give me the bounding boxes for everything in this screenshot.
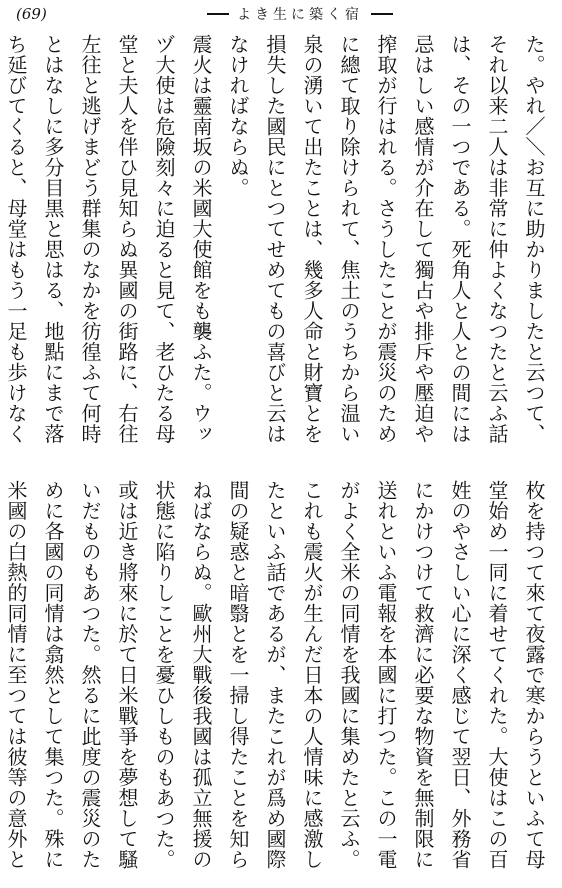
lower-text-block bbox=[0, 480, 552, 880]
header-rule-left bbox=[207, 13, 229, 15]
paragraph-lower-1: 枚を持つて來て夜露で寒からうといふて母堂始め一同に着せてくれた。大使はこの百姓のやさしい心に深く感じて翌日、外務省にかけつけて救濟に必要な物資を無制限に送れといふ電報を本國に打つた。この一電がよく全米の同情を我國に集めたと云ふ。これも震火が生んだ日本の人情味に感激したといふ話であるが、またこれが爲め國際間の疑惑と暗翳とを一掃し得たことを知らねばならぬ。歐州大戰後我國は孤立無援の状態に陷りしことを憂ひしものもあつた。或は近き將來に於て日米戰爭を夢想して騷いだものもあつた。然るに此度の震災のために各國の同情は翕然として集つた。殊に米國の白熱的同情に至つては彼等の意外と bbox=[4, 480, 546, 870]
upper-text-block bbox=[0, 34, 552, 450]
running-head-title: よき生に築く宿 bbox=[237, 7, 363, 23]
paragraph-upper-2: 震火は靈南坂の米國大使館をも襲ふた。ウッヅ大使は危險刻々に迫ると見て、老ひたる母堂と夫人を伴ひ見知らぬ異國の街路に、右往左往と逃げまどう群集のなかを彷徨ふて何時とはなしに多分目黒と思はる、地點にまで落ち延びてくると、母堂はもう一足も歩けなく bbox=[4, 34, 213, 444]
running-head bbox=[175, 4, 425, 24]
paragraph-upper-1: た。やれ／＼お互に助かりましたと云つて、それ以来二人は非常に仲よくなつたと云ふ話は、その一つである。死角人と人との間には忌はしい感情が介在して獨占や排斥や壓迫や搾取が行はれる。さうしたことが震災のために總て取り除けられて、焦土のうちから温い泉の湧いて出たことは、幾多人命と財寶とを損失した國民にとつてせめてもの喜びと云はなければならぬ。 bbox=[226, 34, 546, 444]
page-number: (69) bbox=[16, 5, 47, 23]
header-rule-right bbox=[371, 13, 393, 15]
vertical-body-text bbox=[4, 34, 552, 880]
page-header bbox=[0, 0, 562, 28]
